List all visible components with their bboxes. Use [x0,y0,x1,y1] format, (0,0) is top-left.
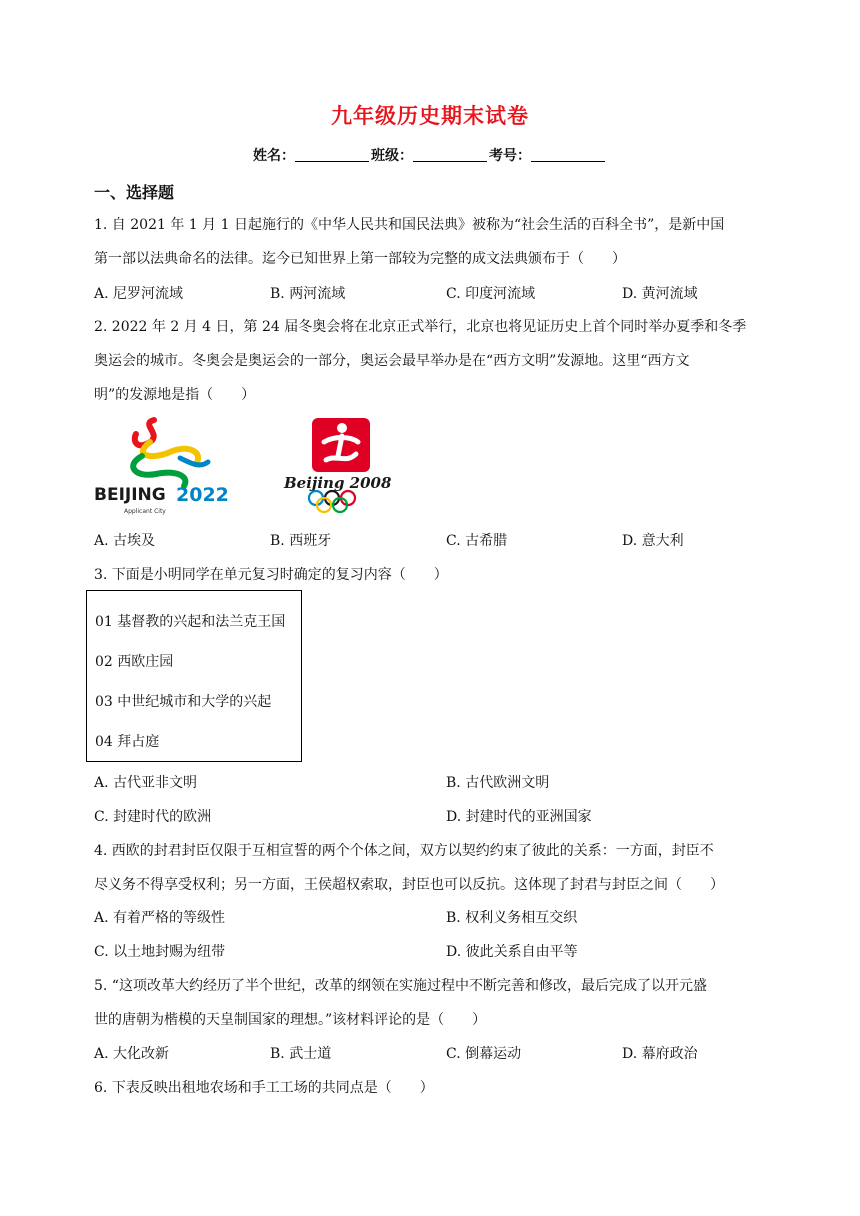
q5-option-a: A. 大化改新 [94,1046,170,1062]
student-info-row [0,145,860,165]
q4-option-d: D. 彼此关系自由平等 [446,944,578,960]
q2-option-a: A. 古埃及 [94,533,156,549]
q4-line2: 尽义务不得享受权利；另一方面，王侯超权索取，封臣也可以反抗。这体现了封君与封臣之间（ ） [94,877,724,893]
logo1-year-text: 2022 [176,484,229,506]
exam-title: 九年级历史期末试卷 [331,104,529,128]
logo1-sub-text: Applicant City [124,508,166,515]
q3-box-item-3: 03 中世纪城市和大学的兴起 [95,694,272,710]
q2-line1: 2. 2022 年 2 月 4 日，第 24 届冬奥会将在北京正式举行，北京也将见证历史上首个同时举办夏季和冬季 [94,319,747,335]
q3-stem: 3. 下面是小明同学在单元复习时确定的复习内容（ ） [94,567,448,583]
q5-option-c: C. 倒幕运动 [446,1046,522,1062]
class-blank [413,147,487,162]
q1-option-c: C. 印度河流域 [446,286,536,302]
exam-no-label: 考号： [489,148,531,164]
q3-box-item-2: 02 西欧庄园 [95,654,174,670]
q1-option-b: B. 两河流域 [270,286,346,302]
logo1-beijing-text: BEIJING [94,485,166,505]
q2-option-c: C. 古希腊 [446,533,508,549]
q4-option-a: A. 有着严格的等级性 [94,910,226,926]
q1-option-a: A. 尼罗河流域 [94,286,184,302]
q1-line1: 1. 自 2021 年 1 月 1 日起施行的《中华人民共和国民法典》被称为“社会生活的百科全书”，是新中国 [94,217,725,233]
exam-no-blank [531,147,605,162]
name-blank [295,147,369,162]
q3-option-a: A. 古代亚非文明 [94,775,198,791]
q2-line3: 明”的发源地是指（ ） [94,387,256,403]
q2-option-d: D. 意大利 [622,533,684,549]
q4-option-c: C. 以土地封赐为纽带 [94,944,226,960]
olympic-rings-icon [309,491,355,512]
logo2-text: Beijing 2008 [284,474,392,492]
q6-stem: 6. 下表反映出租地农场和手工工场的共同点是（ ） [94,1080,434,1096]
q3-option-d: D. 封建时代的亚洲国家 [446,809,592,825]
beijing-2008-logo [276,414,406,514]
q3-option-c: C. 封建时代的欧洲 [94,809,212,825]
beijing-2022-logo [92,412,238,516]
q3-box-item-4: 04 拜占庭 [95,734,160,750]
q2-option-b: B. 西班牙 [270,533,332,549]
q5-line1: 5. “这项改革大约经历了半个世纪，改革的纲领在实施过程中不断完善和修改，最后完成了以开元盛 [94,978,707,994]
q3-box-item-1: 01 基督教的兴起和法兰克王国 [95,614,286,630]
class-label: 班级： [371,148,413,164]
q4-line1: 4. 西欧的封君封臣仅限于互相宣誓的两个个体之间，双方以契约约束了彼此的关系：一方面，封臣不 [94,843,714,859]
q3-review-box [86,590,302,762]
q1-option-d: D. 黄河流域 [622,286,698,302]
q3-option-b: B. 古代欧洲文明 [446,775,550,791]
q1-line2: 第一部以法典命名的法律。迄今已知世界上第一部较为完整的成文法典颁布于（ ） [94,251,626,267]
name-label: 姓名： [253,148,295,164]
q5-line2: 世的唐朝为楷模的天皇制国家的理想。”该材料评论的是（ ） [94,1012,487,1028]
q5-option-d: D. 幕府政治 [622,1046,698,1062]
q4-option-b: B. 权利义务相互交织 [446,910,578,926]
section-title: 一、选择题 [94,183,175,202]
q5-option-b: B. 武士道 [270,1046,332,1062]
q2-line2: 奥运会的城市。冬奥会是奥运会的一部分，奥运会最早举办是在“西方文明”发源地。这里“西方文 [94,353,690,369]
